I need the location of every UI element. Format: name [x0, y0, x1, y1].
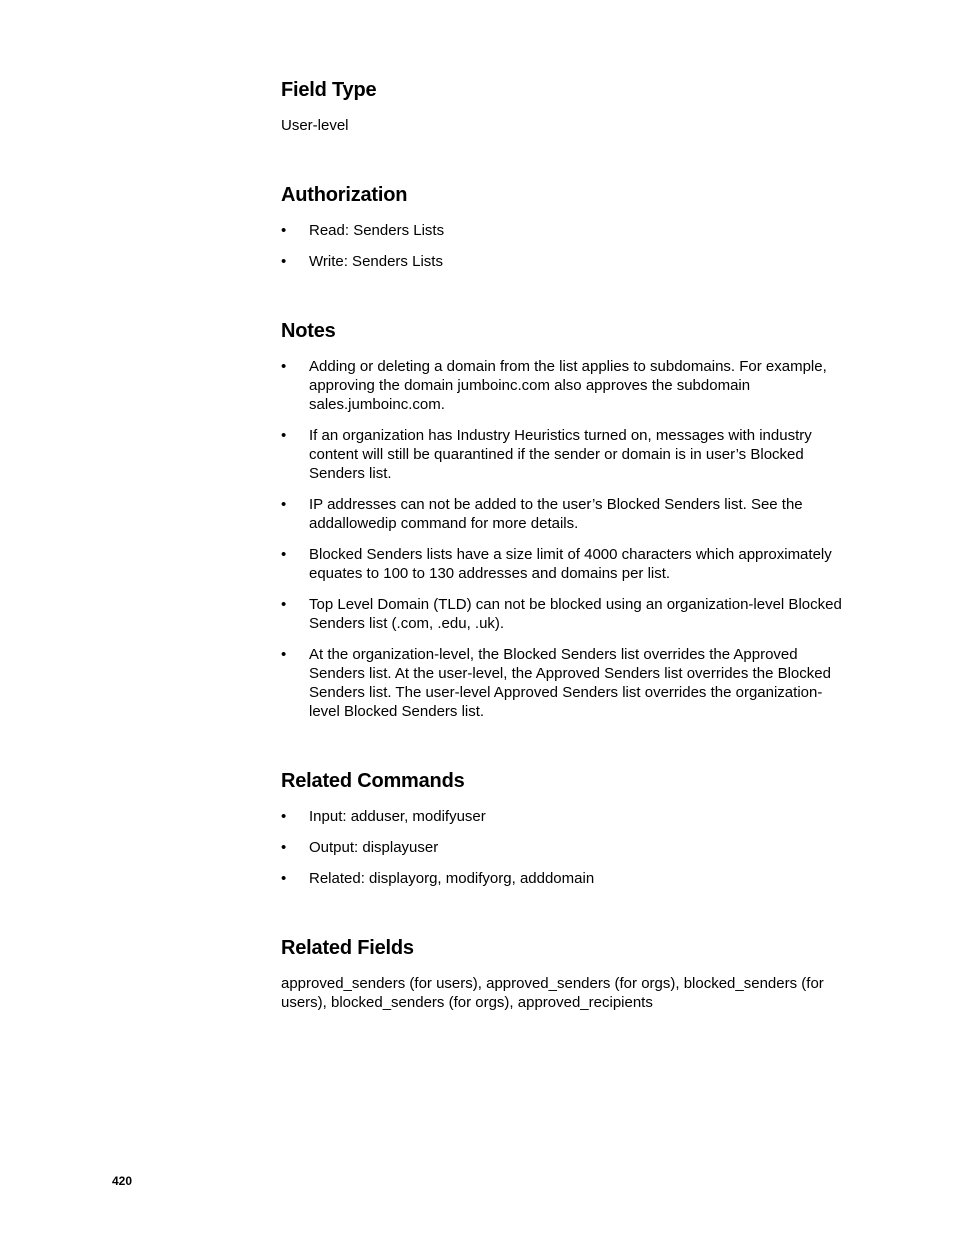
section-notes: [281, 319, 843, 721]
bullet-icon: •: [281, 358, 287, 375]
list-item-text: Adding or deleting a domain from the list applies to subdomains. For example, approving the domain jumboinc.com also approves the subdomain sales.jumboinc.com.: [309, 358, 827, 413]
related-fields-text: approved_senders (for users), approved_senders (for orgs), blocked_senders (for users), blocked_senders (for orgs), approved_recipients: [281, 975, 824, 1011]
list-item-text: Blocked Senders lists have a size limit of 4000 characters which approximately equates to 100 to 130 addresses and domains per list.: [309, 546, 832, 582]
bullet-icon: •: [281, 496, 287, 513]
list-item-text: At the organization-level, the Blocked Senders list overrides the Approved Senders list. At the user-level, the Approved Senders list overrides the Blocked Senders list. The user-level Approved Senders list overrides the organization-level Blocked Senders list.: [309, 646, 831, 720]
bullet-icon: •: [281, 839, 287, 856]
authorization-list: [281, 221, 843, 271]
list-item-text: Top Level Domain (TLD) can not be blocked using an organization-level Blocked Senders list (.com, .edu, .uk).: [309, 596, 842, 632]
list-item-text: Write: Senders Lists: [309, 253, 443, 270]
related-commands-list: [281, 807, 843, 888]
bullet-icon: •: [281, 808, 287, 825]
list-item-text: Output: displayuser: [309, 839, 439, 856]
heading-field-type: Field Type: [281, 79, 377, 101]
heading-related-commands: Related Commands: [281, 770, 465, 792]
list-item: [281, 495, 843, 533]
bullet-icon: •: [281, 546, 287, 563]
heading-authorization: Authorization: [281, 184, 408, 206]
field-type-value: User-level: [281, 117, 349, 134]
section-authorization: [281, 183, 843, 271]
heading-notes: Notes: [281, 320, 336, 342]
bullet-icon: •: [281, 253, 287, 270]
section-field-type: [281, 78, 843, 135]
list-item-text: If an organization has Industry Heuristics turned on, messages with industry content will still be quarantined if the sender or domain is in user’s Blocked Senders list.: [309, 427, 812, 482]
list-item: [281, 645, 843, 721]
bullet-icon: •: [281, 222, 287, 239]
heading-related-fields: Related Fields: [281, 937, 414, 959]
list-item: [281, 357, 843, 414]
notes-list: [281, 357, 843, 721]
list-item-text: Input: adduser, modifyuser: [309, 808, 486, 825]
list-item-text: IP addresses can not be added to the user’s Blocked Senders list. See the addallowedip command for more details.: [309, 496, 803, 532]
list-item: [281, 595, 843, 633]
list-item: [281, 838, 843, 857]
list-item: [281, 869, 843, 888]
list-item: [281, 426, 843, 483]
bullet-icon: •: [281, 596, 287, 613]
section-related-commands: [281, 769, 843, 888]
list-item: [281, 252, 843, 271]
list-item: [281, 221, 843, 240]
document-page: [281, 78, 843, 1012]
bullet-icon: •: [281, 646, 287, 663]
list-item-text: Read: Senders Lists: [309, 222, 445, 239]
list-item-text: Related: displayorg, modifyorg, adddomain: [309, 870, 595, 887]
page-number: 420: [112, 1174, 133, 1188]
list-item: [281, 807, 843, 826]
bullet-icon: •: [281, 870, 287, 887]
section-related-fields: [281, 936, 843, 1012]
list-item: [281, 545, 843, 583]
bullet-icon: •: [281, 427, 287, 444]
